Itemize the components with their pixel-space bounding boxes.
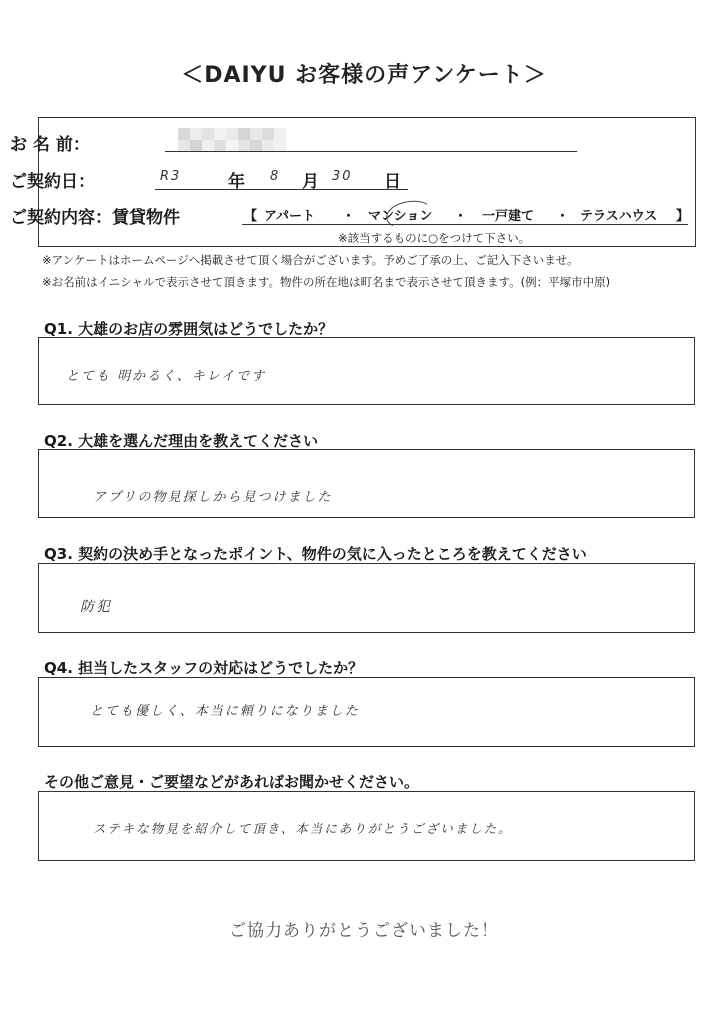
other-comments-label: その他ご意見・ご要望などがあればお聞かせください。: [44, 773, 420, 791]
type-terrace-house: テラスハウス: [580, 209, 658, 224]
note-publication: ※アンケートはホームページへ掲載させて頂く場合がございます。予めご了承の上、ご記入下さいませ。: [42, 253, 579, 267]
day-label: 日: [384, 172, 401, 192]
contract-date-label: ご契約日：: [10, 172, 95, 192]
question-3-answer-box: [38, 563, 695, 633]
type-separator: ・: [454, 209, 468, 224]
question-3-answer: 防犯: [80, 599, 112, 615]
thanks-message: ご協力ありがとうございました！: [229, 921, 499, 941]
question-1-label: Q1. 大雄のお店の雰囲気はどうでしたか？: [44, 320, 334, 338]
question-2-answer-box: [38, 449, 695, 518]
year-label: 年: [228, 172, 245, 192]
type-separator: ・: [342, 209, 356, 224]
contract-type-label: ご契約内容：賃貸物件: [10, 208, 180, 228]
question-4-label: Q4. 担当したスタッフの対応はどうでしたか？: [44, 659, 364, 677]
type-mansion: マンション: [368, 209, 433, 224]
day-value: 30: [332, 169, 353, 184]
question-2-label: Q2. 大雄を選んだ理由を教えてください: [44, 432, 319, 450]
page-title: ＜DAIYU お客様の声アンケート＞: [181, 63, 547, 88]
note-initials: ※お名前はイニシャルで表示させて頂きます。物件の所在地は町名まで表示させて頂きます。(例：平塚市中原): [42, 275, 611, 289]
question-4-answer: とても優しく、本当に頼りになりました: [90, 704, 360, 719]
circle-instruction-note: ※該当するものに○をつけて下さい。: [338, 231, 531, 245]
type-apartment: アパート: [264, 209, 315, 224]
name-label: お 名 前：: [10, 135, 90, 155]
type-separator: ・: [556, 209, 570, 224]
type-detached-house: 一戸建て: [482, 209, 535, 224]
contract-type-underline: [242, 224, 688, 225]
other-comments-answer: ステキな物見を紹介して頂き、本当にありがとうございました。: [93, 821, 513, 836]
question-1-answer: とても 明かるく、キレイです: [66, 369, 267, 384]
bracket-close: 】: [676, 209, 690, 224]
question-2-answer: アプリの物見探しから見つけました: [93, 490, 333, 505]
month-value: 8: [270, 169, 281, 184]
date-underline: [155, 189, 408, 190]
redacted-name-mosaic: [178, 128, 286, 152]
name-underline: [165, 151, 577, 152]
date-era-value: R3: [160, 169, 182, 184]
question-3-label: Q3. 契約の決め手となったポイント、物件の気に入ったところを教えてください: [44, 545, 587, 563]
month-label: 月: [302, 172, 319, 192]
bracket-open: 【: [244, 209, 258, 224]
